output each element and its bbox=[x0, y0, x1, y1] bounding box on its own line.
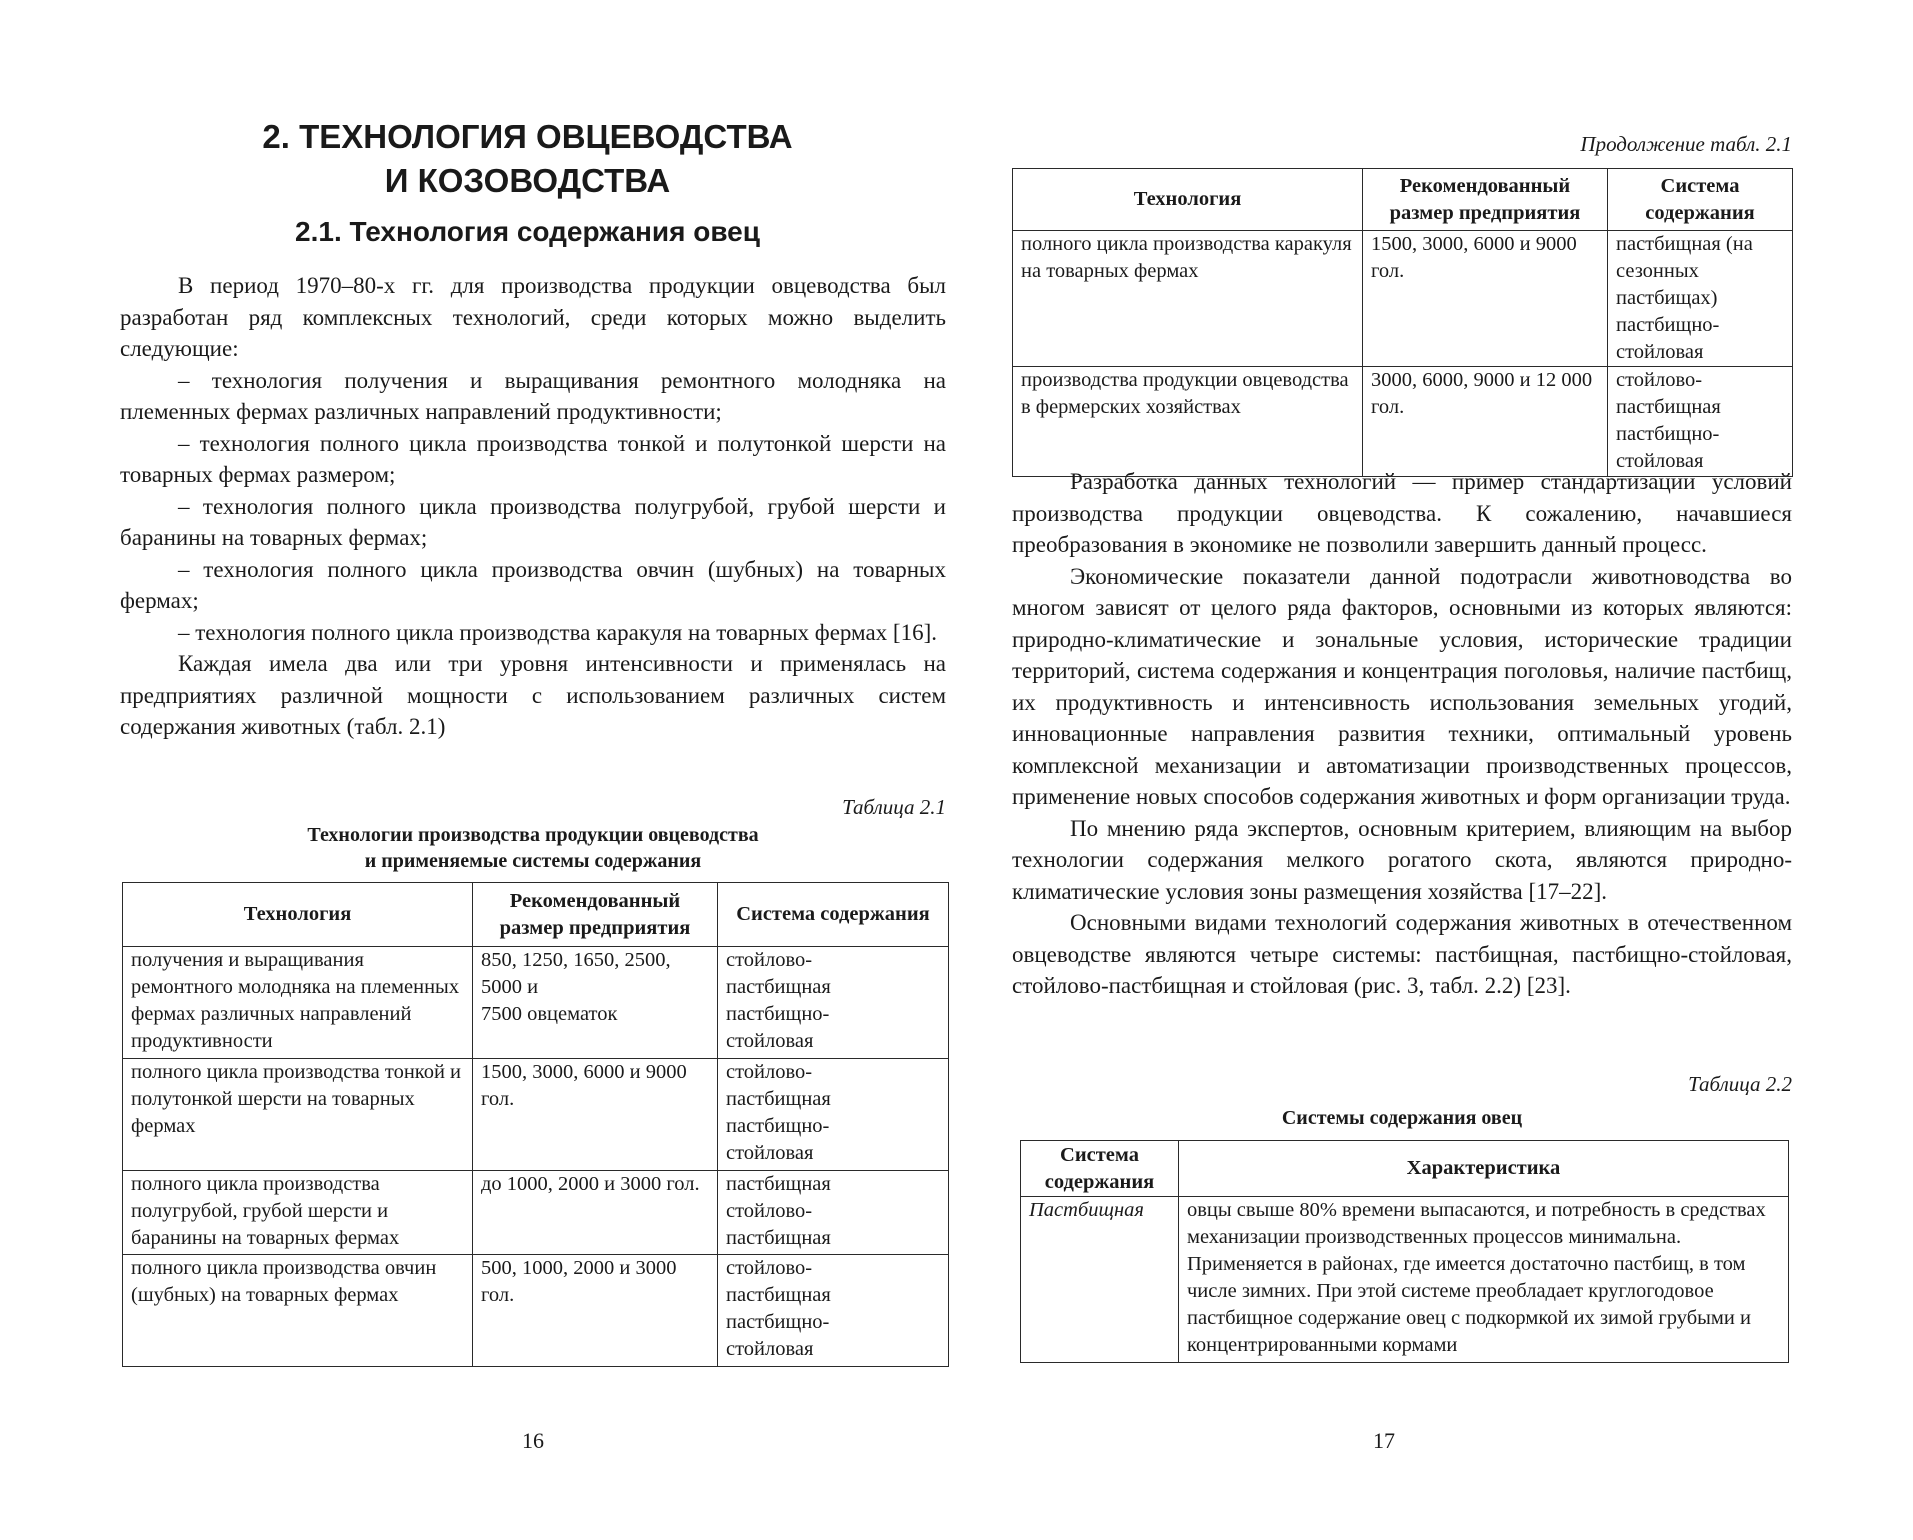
cell-size: 3000, 6000, 9000 и 12 000 гол. bbox=[1363, 367, 1608, 477]
paragraph: Разработка данных технологий — пример стандартизации условий производства продукции овцеводства. К сожалению, начавшиеся преобразования в экономике не позволили завершить данный процесс. bbox=[1012, 469, 1792, 557]
page-number: 17 bbox=[1373, 1428, 1395, 1453]
paragraph: По мнению ряда экспертов, основным критерием, влияющим на выбор технологии содержания мелкого рогатого скота, являются природно-климатические условия зоны размещения хозяйства [17–22]. bbox=[1012, 815, 1792, 904]
page-number: 16 bbox=[522, 1428, 544, 1453]
list-item: – технология полного цикла производства полугрубой, грубой шерсти и баранины на товарных фермах; bbox=[120, 493, 946, 550]
header-size: Рекомендованный размер предприятия bbox=[1363, 169, 1608, 231]
table-2-1-label: Таблица 2.1 bbox=[842, 795, 946, 819]
cell-characteristic: овцы свыше 80% времени выпасаются, и потребность в средствах механизации производственных процессов минимальна. Применяется в районах, где имеется достаточно пастбищ, в том числе зимних. При этой системе преобладает круглогодовое пастбищное содержание овец с подкормкой их зимой грубыми и концентрированными кормами bbox=[1179, 1197, 1789, 1363]
cell-technology: полного цикла производства полугрубой, грубой шерсти и баранины на товарных фермах bbox=[123, 1171, 473, 1255]
cell-system: пастбищная (на сезонных пастбищах) пастбищно- стойловая bbox=[1608, 231, 1793, 367]
table-row bbox=[1013, 231, 1793, 367]
table-row bbox=[123, 1255, 949, 1367]
cell-system: стойлово- пастбищная пастбищно- стойловая bbox=[1608, 367, 1793, 477]
table-header-row bbox=[123, 883, 949, 947]
paragraph: Основными видами технологий содержания животных в отечественном овцеводстве являются четыре системы: пастбищная, пастбищно-стойловая, стойлово-пастбищная и стойловая (рис. 3, табл. 2.2) [23]. bbox=[1012, 910, 1792, 998]
list-item: – технология полного цикла производства овчин (шубных) на товарных фермах; bbox=[120, 556, 946, 613]
left-body-text bbox=[120, 270, 946, 743]
list-item: – технология полного цикла производства тонкой и полутонкой шерсти на товарных фермах размером; bbox=[120, 430, 946, 487]
header-technology: Технология bbox=[123, 883, 473, 947]
paragraph: В период 1970–80-х гг. для производства продукции овцеводства был разработан ряд комплексных технологий, среди которых можно выделить следующие: bbox=[120, 273, 946, 361]
table-header-row bbox=[1013, 169, 1793, 231]
chapter-title-line1: 2. ТЕХНОЛОГИЯ ОВЦЕВОДСТВА bbox=[262, 118, 793, 155]
paragraph: Экономические показатели данной подотрасли животноводства во многом зависят от целого ряда факторов, основными из которых являются: природно-климатические и зональные условия, исторические традиции территорий, система содержания и концентрация поголовья, наличие пастбищ, их продуктивность и интенсивность использования земельных угодий, инновационные направления развития техники, оптимальный уровень комплексной механизации и автоматизации производственных процессов, применение новых способов содержания животных и форм организации труда. bbox=[1012, 563, 1792, 809]
table-header-row bbox=[1021, 1141, 1789, 1197]
header-size: Рекомендованный размер предприятия bbox=[473, 883, 718, 947]
table-row bbox=[1013, 367, 1793, 477]
cell-size: 500, 1000, 2000 и 3000 гол. bbox=[473, 1255, 718, 1367]
section-title: 2.1. Технология содержания овец bbox=[295, 216, 760, 247]
paragraph: Каждая имела два или три уровня интенсивности и применялась на предприятиях различной мощности с использованием различных систем содержания животных (табл. 2.1) bbox=[120, 651, 946, 739]
cell-technology: полного цикла производства каракуля на товарных фермах bbox=[1013, 231, 1363, 367]
cell-technology: полного цикла производства овчин (шубных) на товарных фермах bbox=[123, 1255, 473, 1367]
table-row bbox=[123, 947, 949, 1059]
header-system: Система содержания bbox=[1608, 169, 1793, 231]
table-2-2 bbox=[1020, 1140, 1789, 1363]
table-title-line2: и применяемые системы содержания bbox=[364, 850, 702, 872]
cell-system: Пастбищная bbox=[1021, 1197, 1179, 1363]
cell-size: 850, 1250, 1650, 2500, 5000 и 7500 овцематок bbox=[473, 947, 718, 1059]
table-2-2-label: Таблица 2.2 bbox=[1688, 1072, 1792, 1096]
header-system: Система содержания bbox=[718, 883, 949, 947]
table-2-2-title: Системы содержания овец bbox=[1281, 1107, 1523, 1129]
chapter-title-line2: И КОЗОВОДСТВА bbox=[384, 162, 671, 199]
list-item: – технология получения и выращивания ремонтного молодняка на племенных фермах различных направлений продуктивности; bbox=[120, 367, 946, 424]
cell-system: стойлово- пастбищная пастбищно- стойловая bbox=[718, 1059, 949, 1171]
left-page bbox=[0, 0, 956, 1540]
cell-size: 1500, 3000, 6000 и 9000 гол. bbox=[1363, 231, 1608, 367]
table-2-1-continued bbox=[1012, 168, 1793, 477]
right-page bbox=[956, 0, 1913, 1540]
table-2-1-title bbox=[120, 822, 946, 874]
cell-technology: производства продукции овцеводства в фермерских хозяйствах bbox=[1013, 367, 1363, 477]
table-title-line1: Технологии производства продукции овцеводства bbox=[307, 824, 759, 846]
cell-system: стойлово- пастбищная пастбищно- стойловая bbox=[718, 947, 949, 1059]
table-2-1 bbox=[122, 882, 949, 1367]
cell-system: стойлово- пастбищная пастбищно- стойловая bbox=[718, 1255, 949, 1367]
cell-system: пастбищная стойлово- пастбищная bbox=[718, 1171, 949, 1255]
table-row bbox=[1021, 1197, 1789, 1363]
cell-size: до 1000, 2000 и 3000 гол. bbox=[473, 1171, 718, 1255]
continuation-label: Продолжение табл. 2.1 bbox=[1580, 132, 1792, 156]
header-characteristic: Характеристика bbox=[1179, 1141, 1789, 1197]
header-system: Система содержания bbox=[1021, 1141, 1179, 1197]
chapter-title bbox=[160, 115, 895, 203]
list-item: – технология полного цикла производства каракуля на товарных фермах [16]. bbox=[178, 619, 937, 645]
right-body-text bbox=[1012, 466, 1792, 1002]
table-row bbox=[123, 1059, 949, 1171]
header-technology: Технология bbox=[1013, 169, 1363, 231]
cell-size: 1500, 3000, 6000 и 9000 гол. bbox=[473, 1059, 718, 1171]
table-row bbox=[123, 1171, 949, 1255]
cell-technology: полного цикла производства тонкой и полутонкой шерсти на товарных фермах bbox=[123, 1059, 473, 1171]
cell-technology: получения и выращивания ремонтного молодняка на племенных фермах различных направлений продуктивности bbox=[123, 947, 473, 1059]
